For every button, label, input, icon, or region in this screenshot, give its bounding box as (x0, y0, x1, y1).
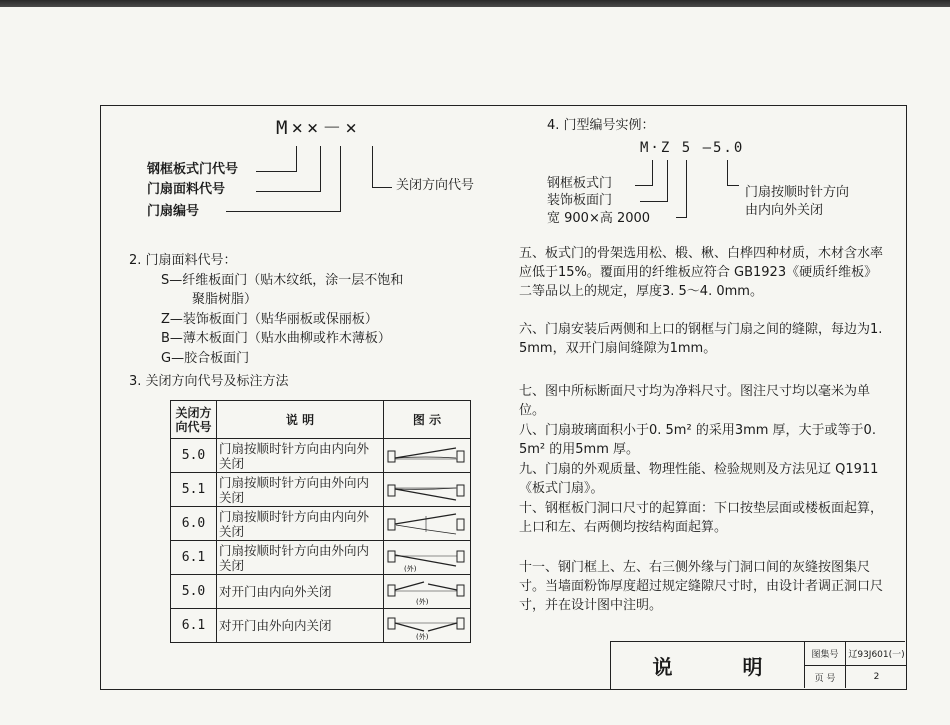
code-template: M××－× (276, 117, 361, 139)
section2-heading: 2. 门扇面料代号： (129, 253, 237, 268)
example-right-label-1: 门扇按顺时针方向 (745, 185, 850, 200)
table-row (171, 541, 471, 575)
scan-top-band (0, 0, 950, 7)
door-swing-figure (386, 442, 466, 470)
example-label-decor-panel: 装饰板面门 (547, 193, 613, 208)
row-code: 6.1 (171, 609, 217, 643)
row-code: 5.1 (171, 473, 217, 507)
title-block-title (611, 642, 804, 688)
set-number-value: 辽93J601(一) (848, 650, 905, 660)
row-code: 6.0 (171, 507, 217, 541)
example-code: M·Z 5 —5.0 (640, 140, 745, 156)
outside-mark: (外) (416, 597, 429, 606)
title-block-grid (804, 642, 907, 688)
row-description: 门扇按顺时针方向由外向内关闭 (217, 541, 384, 575)
outside-mark: (外) (416, 632, 429, 640)
table-row (171, 575, 471, 609)
row-description: 门扇按顺时针方向由内向外关闭 (217, 507, 384, 541)
row-description: 对开门由内向外关闭 (217, 575, 384, 609)
note-6: 六、门扇安装后两侧和上口的钢框与门扇之间的缝隙，每边为1. 5mm，双开门扇间缝隙为1mm。 (519, 322, 883, 356)
note-8: 八、门扇玻璃面积小于0. 5m² 的采用3mm 厚，大于或等于0. 5m² 的用5mm 厚。 (519, 423, 876, 457)
row-description: 对开门由外向内关闭 (217, 609, 384, 643)
material-item-z: Z—装饰板面门（贴华丽板或保丽板） (161, 312, 378, 327)
header-code: 关闭方向代号 (171, 401, 217, 439)
double-door-figure (386, 578, 466, 606)
example-right-label-2: 由内向外关闭 (745, 203, 824, 218)
note-11: 十一、钢门框上、左、右三侧外缘与门洞口间的灰缝按图集尺寸。当墙面粉饰厚度超过规定缝隙尺寸时，由设计者调正洞口尺寸，并在设计图中注明。 (519, 560, 884, 613)
note-9: 九、门扇的外观质量、物理性能、检验规则及方法见辽 Q1911《板式门扇》。 (519, 462, 879, 496)
material-item-b: B—薄木板面门（贴水曲柳或柞木薄板） (161, 331, 391, 346)
example-heading: 4. 门型编号实例： (547, 118, 655, 133)
title-char-2: 明 (742, 654, 763, 679)
table-row (171, 439, 471, 473)
page-number-value: 2 (873, 672, 880, 682)
double-door-figure (386, 612, 466, 640)
material-item-s-cont: 聚脂树脂） (192, 292, 258, 307)
label-face-material-code: 门扇面料代号 (147, 182, 226, 197)
example-label-size: 宽 900×高 2000 (547, 211, 651, 226)
header-description: 说 明 (217, 401, 384, 439)
example-label-steel-frame: 钢框板式门 (547, 176, 613, 191)
material-item-s: S—纤维板面门（贴木纹纸，涂一层不饱和 (161, 273, 404, 288)
door-swing-figure (386, 544, 466, 572)
row-description: 门扇按顺时针方向由外向内关闭 (217, 473, 384, 507)
row-code: 5.0 (171, 439, 217, 473)
row-code: 6.1 (171, 541, 217, 575)
header-figure: 图 示 (384, 401, 471, 439)
label-door-leaf-number: 门扇编号 (147, 204, 200, 219)
outside-mark: (外) (404, 564, 417, 572)
row-code: 5.0 (171, 575, 217, 609)
door-swing-figure (386, 476, 466, 504)
title-char-1: 说 (652, 654, 673, 679)
door-swing-figure (386, 510, 466, 538)
section3-heading: 3. 关闭方向代号及标注方法 (129, 374, 289, 389)
material-item-g: G—胶合板面门 (161, 351, 250, 366)
label-steel-frame-code: 钢框板式门代号 (147, 162, 239, 177)
table-row (171, 473, 471, 507)
title-block (610, 641, 905, 689)
table-row (171, 507, 471, 541)
page-number-label: 页 号 (814, 673, 836, 684)
label-closing-direction-code: 关闭方向代号 (396, 178, 475, 193)
closing-direction-table (170, 400, 471, 643)
note-10: 十、钢框板门洞口尺寸的起算面：下口按垫层面或楼板面起算，上口和左、右两侧均按结构面起算。 (519, 501, 884, 535)
note-7: 七、图中所标断面尺寸均为净料尺寸。图注尺寸均以毫米为单位。 (519, 384, 871, 418)
table-row (171, 609, 471, 643)
set-number-label: 图集号 (811, 650, 839, 660)
row-description: 门扇按顺时针方向由内向外关闭 (217, 439, 384, 473)
note-5: 五、板式门的骨架选用松、椴、楸、白桦四种材质，木材含水率应低于15%。覆面用的纤维板应符合 GB1923《硬质纤维板》二等品以上的规定，厚度3. 5～4. 0mm。 (519, 246, 884, 299)
